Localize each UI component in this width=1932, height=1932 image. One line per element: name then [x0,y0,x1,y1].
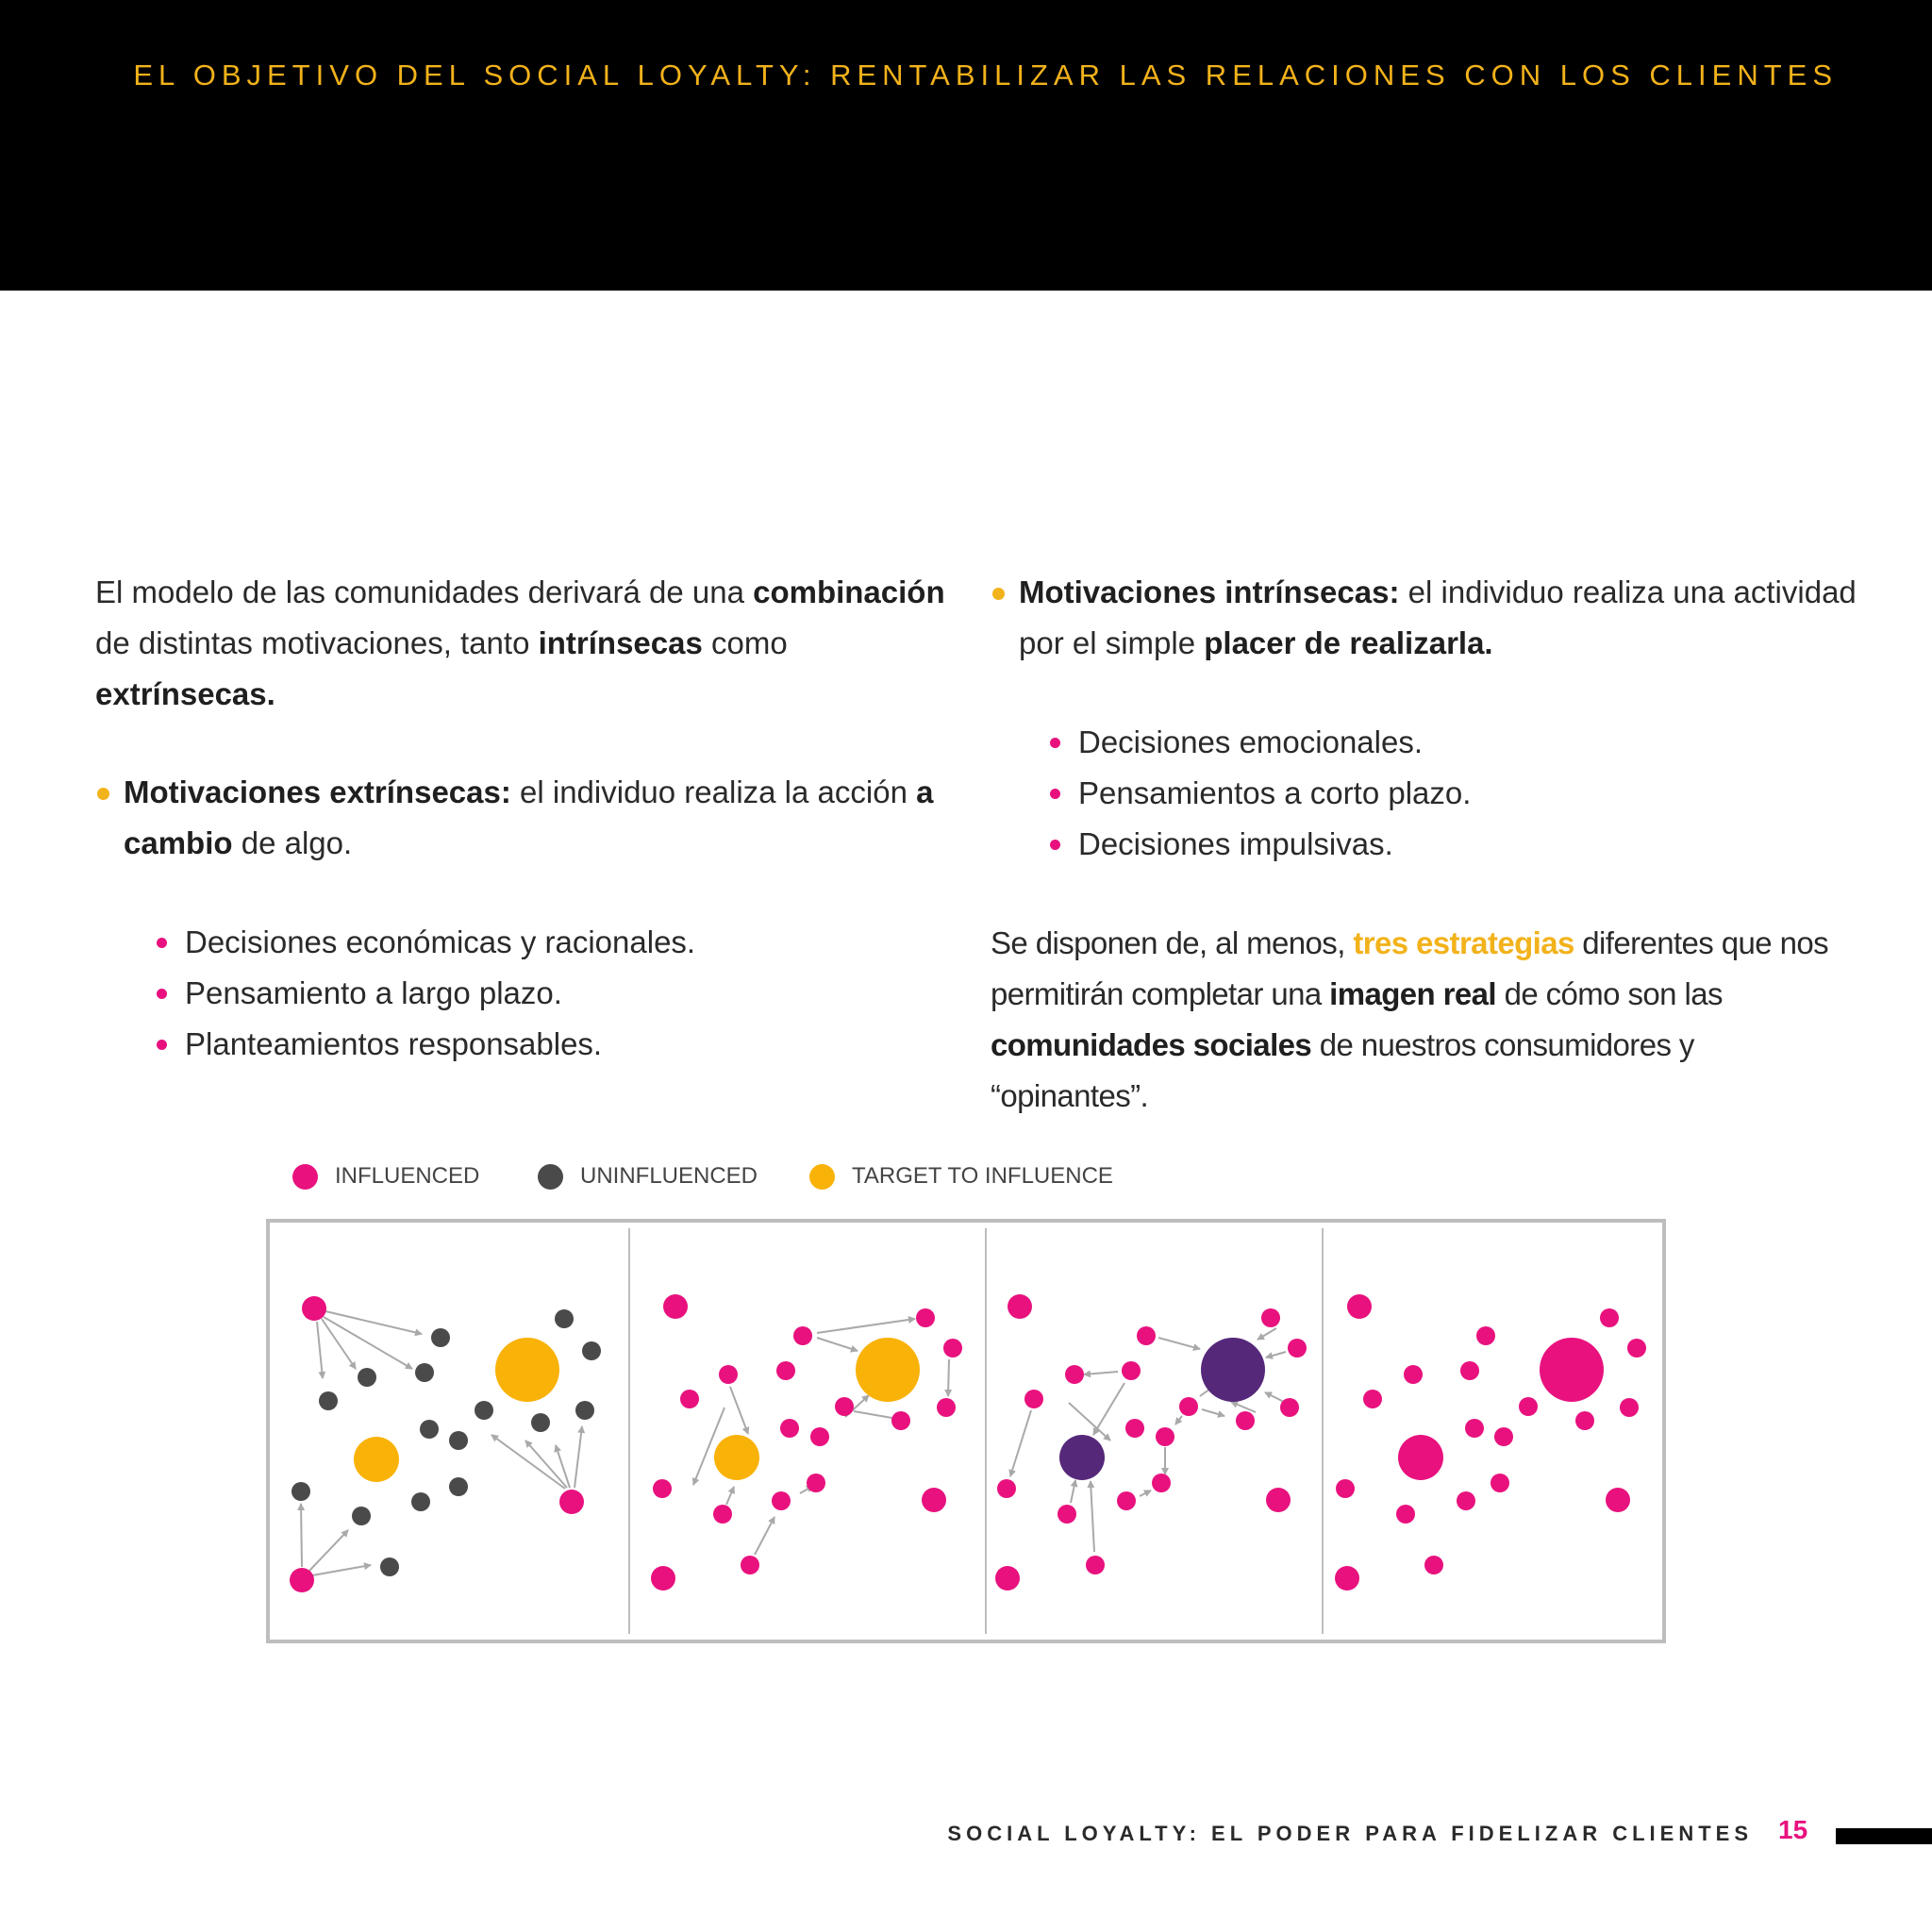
list-item: Decisiones impulsivas. [1078,819,1858,870]
influenced-node [943,1339,962,1357]
influenced-node [937,1398,956,1417]
influenced-node [1457,1491,1475,1510]
influence-arrow [1266,1352,1286,1357]
influencer-node [1059,1435,1105,1480]
influenced-node [1024,1390,1043,1408]
influenced-node [1600,1308,1619,1327]
uninfluenced-node [531,1413,550,1432]
influenced-node [1086,1556,1105,1574]
uninfluenced-node [449,1477,468,1496]
influence-arrow [1140,1491,1151,1496]
uninfluenced-node [415,1363,434,1382]
influence-arrow [1158,1338,1200,1349]
influence-arrow [1091,1481,1094,1552]
influenced-node [1424,1556,1443,1574]
influenced-node [1606,1488,1630,1512]
list-item: Decisiones económicas y racionales. [185,917,963,968]
uninfluenced-node [475,1401,493,1420]
strategies-paragraph: Se disponen de, al menos, tres estrategias diferentes que nos permitirán completar una imagen real de cómo son las comunidades sociales de nuestros consumidores y “opinantes”. [991,925,1829,1113]
influence-arrow [556,1445,570,1488]
influenced-node [302,1296,326,1321]
page-number: 15 [1778,1815,1808,1844]
influenced-node [1236,1411,1255,1430]
influenced-node [1620,1398,1639,1417]
influenced-node [651,1566,675,1591]
influenced-node [810,1427,829,1446]
influenced-node [1494,1427,1513,1446]
influence-arrow [1069,1403,1110,1441]
influenced-node [1347,1294,1372,1319]
legend-influenced: INFLUENCED [292,1163,479,1190]
list-item: Pensamientos a corto plazo. [1078,768,1858,819]
target-node [354,1437,399,1482]
list-item: Pensamiento a largo plazo. [185,968,963,1019]
influenced-node [1137,1326,1156,1345]
uninfluenced-node [358,1368,376,1387]
influenced-node [1396,1505,1415,1524]
influenced-node [1125,1419,1144,1438]
influence-arrow [1084,1372,1118,1374]
uninfluenced-node [575,1401,594,1420]
influence-arrow [301,1504,302,1567]
intro-paragraph: El modelo de las comunidades derivará de una combinación de distintas motivaciones, tanto intrínsecas como extrínsecas. [95,575,945,711]
target-node [856,1338,920,1402]
influenced-node [776,1361,795,1380]
influence-arrow [730,1387,748,1434]
intrinsic-bullet: Motivaciones intrínsecas: el individuo realiza una actividad por el simple placer de realizarla. [991,567,1858,669]
influenced-node [1156,1427,1174,1446]
influenced-node [680,1390,699,1408]
influence-arrow [948,1359,949,1396]
influenced-node [997,1479,1016,1498]
influenced-node [995,1566,1020,1591]
footer-bar [1836,1828,1932,1844]
uninfluenced-node [411,1492,430,1511]
influenced-node [1398,1435,1443,1480]
page-header-title: EL OBJETIVO DEL SOCIAL LOYALTY: RENTABILIZAR LAS RELACIONES CON LOS CLIENTES [133,58,1838,92]
influence-arrow [755,1517,774,1555]
influenced-node [1117,1491,1136,1510]
influenced-node [1058,1505,1076,1524]
influenced-node [793,1326,812,1345]
influenced-node [653,1479,672,1498]
influenced-node [1179,1397,1198,1416]
influenced-node [1465,1419,1484,1438]
influenced-node [916,1308,935,1327]
uninfluenced-node [582,1341,601,1360]
influenced-node [741,1556,759,1574]
influenced-node [1266,1488,1291,1512]
influenced-node [1363,1390,1382,1408]
extrinsic-bullet: Motivaciones extrínsecas: el individuo realiza la acción a cambio de algo. [95,767,963,869]
list-item: Decisiones emocionales. [1078,717,1858,768]
influenced-node [1404,1365,1423,1384]
uninfluenced-node [420,1420,439,1439]
influence-arrow [1202,1409,1224,1416]
influenced-node [1460,1361,1479,1380]
influenced-node [835,1397,854,1416]
influence-arrow [317,1322,323,1378]
influence-arrow [325,1311,422,1334]
uninfluenced-node [352,1507,371,1525]
influenced-node [1008,1294,1032,1319]
footer-title: SOCIAL LOYALTY: EL PODER PARA FIDELIZAR CLIENTES [947,1822,1753,1845]
influence-arrow [324,1317,412,1369]
influenced-node [1288,1339,1307,1357]
influenced-node [891,1411,910,1430]
uninfluenced-node [319,1391,338,1410]
target-node [714,1435,759,1480]
uninfluenced-node [431,1328,450,1347]
uninfluenced-node [449,1431,468,1450]
influenced-node [1122,1361,1141,1380]
influence-arrow [1071,1480,1075,1503]
influenced-node [290,1568,314,1592]
influenced-node [1335,1566,1359,1591]
influenced-node [807,1474,825,1492]
influenced-node [1540,1338,1604,1402]
influenced-node [719,1365,738,1384]
influenced-node [780,1419,799,1438]
influenced-node [1261,1308,1280,1327]
uninfluenced-node [380,1557,399,1576]
influenced-node [1491,1474,1509,1492]
influence-arrow [726,1487,734,1505]
influence-arrow [817,1319,915,1333]
influenced-node [663,1294,688,1319]
influenced-node [1476,1326,1495,1345]
legend-target: TARGET TO INFLUENCE [809,1163,1113,1190]
legend-uninfluenced: UNINFLUENCED [538,1163,758,1190]
influenced-node [1336,1479,1355,1498]
influence-arrow [1093,1383,1124,1435]
influence-arrow [312,1565,371,1575]
influence-arrow [1257,1328,1276,1340]
target-node [495,1338,559,1402]
influenced-node [1152,1474,1171,1492]
influence-arrow [1231,1402,1256,1412]
influenced-node [1627,1339,1646,1357]
uninfluenced-node [291,1482,310,1501]
influenced-node [713,1505,732,1524]
influenced-node [559,1490,584,1514]
influence-arrow [1175,1416,1182,1424]
influenced-node [1519,1397,1538,1416]
influenced-node [772,1491,791,1510]
influence-arrow [817,1338,858,1351]
influenced-node [922,1488,946,1512]
influenced-node [1575,1411,1594,1430]
uninfluenced-node [555,1309,574,1328]
influenced-node [1065,1365,1084,1384]
influencer-node [1201,1338,1265,1402]
diagram-frame [268,1221,1664,1641]
list-item: Planteamientos responsables. [185,1019,963,1070]
influenced-node [1280,1398,1299,1417]
influence-arrow [1010,1410,1031,1476]
influence-arrow [575,1426,582,1488]
influence-arrow [309,1530,348,1571]
